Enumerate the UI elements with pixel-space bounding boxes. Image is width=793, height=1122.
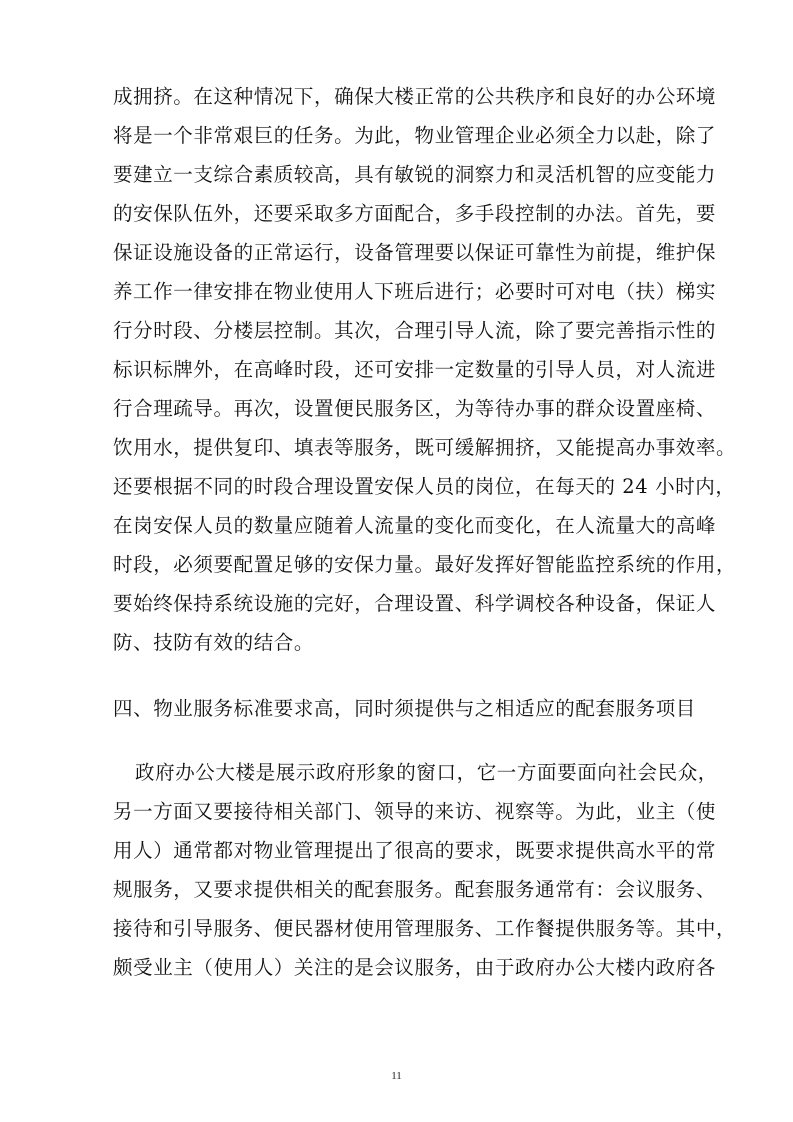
text-line: 饮用水，提供复印、填表等服务，既可缓解拥挤，又能提高办事效率。 [113, 436, 737, 459]
text-line: 另一方面又要接待相关部门、领导的来访、视察等。为此，业主（使 [113, 800, 717, 823]
text-line: 颇受业主（使用人）关注的是会议服务，由于政府办公大楼内政府各 [113, 956, 717, 979]
text-line: 要建立一支综合素质较高，具有敏锐的洞察力和灵活机智的应变能力 [113, 163, 717, 186]
text-line: 政府办公大楼是展示政府形象的窗口，它一方面要面向社会民众， [135, 761, 718, 784]
text-line: 行分时段、分楼层控制。其次，合理引导人流，除了要完善指示性的 [113, 319, 717, 342]
page-number: 11 [391, 1070, 402, 1082]
text-line: 规服务，又要求提供相关的配套服务。配套服务通常有：会议服务、 [113, 878, 717, 901]
text-line: 还要根据不同的时段合理设置安保人员的岗位，在每天的 24 小时内， [113, 475, 736, 498]
text-line: 保证设施设备的正常运行，设备管理要以保证可靠性为前提，维护保 [113, 241, 717, 264]
text-line: 接待和引导服务、便民器材使用管理服务、工作餐提供服务等。其中， [113, 917, 737, 940]
text-line: 标识标牌外，在高峰时段，还可安排一定数量的引导人员，对人流进 [113, 358, 717, 381]
text-line: 用人）通常都对物业管理提出了很高的要求，既要求提供高水平的常 [113, 839, 717, 862]
text-line: 将是一个非常艰巨的任务。为此，物业管理企业必须全力以赴，除了 [113, 124, 717, 147]
text-line: 在岗安保人员的数量应随着人流量的变化而变化，在人流量大的高峰 [113, 514, 717, 537]
text-line: 行合理疏导。再次，设置便民服务区，为等待办事的群众设置座椅、 [113, 397, 717, 420]
text-line: 时段，必须要配置足够的安保力量。最好发挥好智能监控系统的作用， [113, 553, 737, 576]
section-heading: 四、物业服务标准要求高，同时须提供与之相适应的配套服务项目 [113, 697, 696, 720]
text-line: 成拥挤。在这种情况下，确保大楼正常的公共秩序和良好的办公环境 [113, 85, 717, 108]
text-line: 要始终保持系统设施的完好，合理设置、科学调校各种设备，保证人 [113, 592, 717, 615]
text-line: 养工作一律安排在物业使用人下班后进行；必要时可对电（扶）梯实 [113, 280, 717, 303]
text-line: 防、技防有效的结合。 [113, 631, 315, 654]
text-line: 的安保队伍外，还要采取多方面配合，多手段控制的办法。首先，要 [113, 202, 717, 225]
